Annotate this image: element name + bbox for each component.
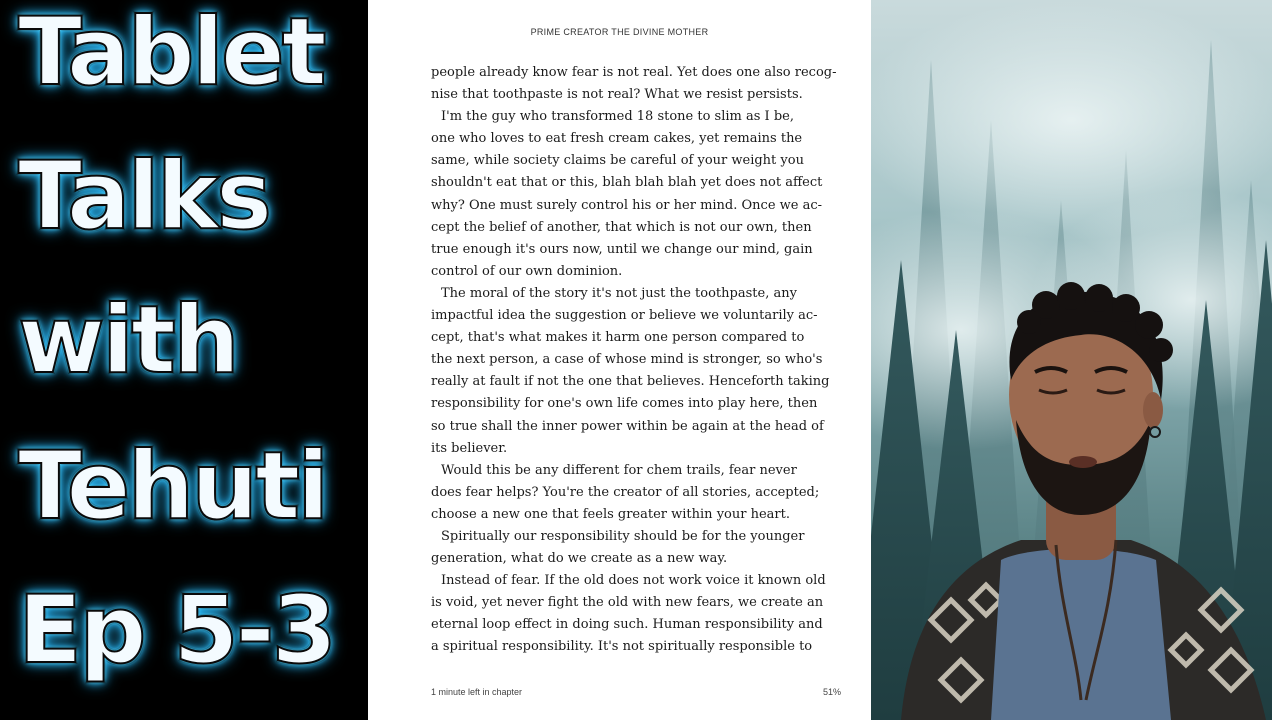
text-line: true enough it's ours now, until we change our mind, gain bbox=[431, 241, 813, 257]
book-text-body[interactable] bbox=[431, 62, 843, 659]
text-line: so true shall the inner power within be again at the head of bbox=[431, 418, 824, 434]
text-line: responsibility for one's own life comes into play here, then bbox=[431, 396, 818, 412]
text-line: shouldn't eat that or this, blah blah blah yet does not affect bbox=[431, 175, 823, 191]
text-line: Would this be any different for chem trails, fear never bbox=[441, 462, 797, 478]
text-line: impactful idea the suggestion or believe we voluntarily ac- bbox=[431, 308, 818, 324]
text-line: the next person, a case of whose mind is stronger, so who's bbox=[431, 352, 823, 368]
title-line-episode: Ep 5-3 bbox=[18, 576, 335, 685]
title-line-tablet: Tablet bbox=[18, 0, 324, 107]
presenter bbox=[871, 0, 1272, 720]
text-line: control of our own dominion. bbox=[431, 263, 623, 279]
title-line-tehuti: Tehuti bbox=[18, 432, 327, 541]
title-line-with: with bbox=[18, 286, 237, 395]
reading-progress-percent: 51% bbox=[822, 687, 841, 697]
text-line: people already know fear is not real. Yet does one also recog- bbox=[431, 65, 837, 80]
text-line: why? One must surely control his or her mind. Once we ac- bbox=[431, 197, 823, 213]
text-line: one who loves to eat fresh cream cakes, yet remains the bbox=[431, 131, 803, 147]
text-line: is void, yet never fight the old with new fears, we create an bbox=[431, 595, 824, 611]
episode-title-panel bbox=[0, 0, 368, 720]
text-line: generation, what do we create as a new way. bbox=[431, 551, 728, 567]
text-line: cept, that's what makes it harm one person compared to bbox=[431, 330, 805, 346]
text-line: cept the belief of another, that which is not our own, then bbox=[431, 219, 812, 235]
text-line: its believer. bbox=[431, 440, 508, 456]
title-line-talks: Talks bbox=[18, 142, 270, 251]
text-line: I'm the guy who transformed 18 stone to slim as I be, bbox=[441, 109, 794, 125]
text-line: Instead of fear. If the old does not work voice it known old bbox=[441, 573, 826, 589]
text-line: nise that toothpaste is not real? What we resist persists. bbox=[431, 87, 803, 103]
text-line: does fear helps? You're the creator of all stories, accepted; bbox=[431, 484, 820, 500]
text-line: eternal loop effect in doing such. Human responsibility and bbox=[431, 617, 823, 633]
text-line: really at fault if not the one that believes. Henceforth taking bbox=[431, 374, 830, 390]
text-line: same, while society claims be careful of your weight you bbox=[431, 153, 804, 169]
text-line: a spiritual responsibility. It's not spiritually responsible to bbox=[431, 639, 813, 655]
text-line: The moral of the story it's not just the toothpaste, any bbox=[441, 285, 797, 301]
ebook-page[interactable] bbox=[368, 0, 871, 720]
chapter-time-remaining: 1 minute left in chapter bbox=[431, 687, 523, 697]
text-line: choose a new one that feels greater within your heart. bbox=[431, 506, 790, 522]
running-header: PRIME CREATOR THE DIVINE MOTHER bbox=[530, 27, 709, 37]
webcam-feed bbox=[871, 0, 1272, 720]
text-line: Spiritually our responsibility should be for the younger bbox=[441, 528, 805, 544]
